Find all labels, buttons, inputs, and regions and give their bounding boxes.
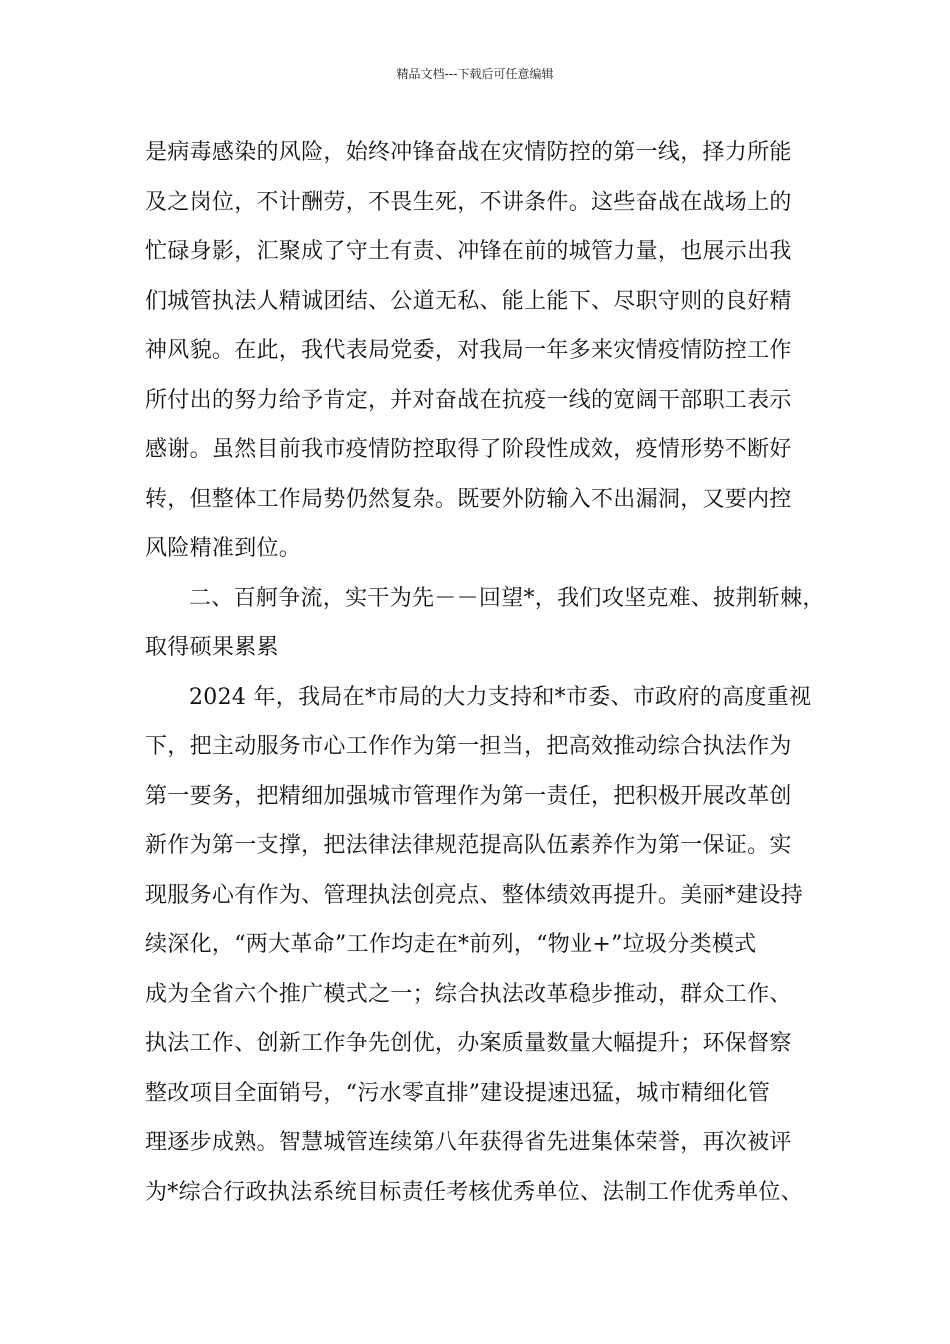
- text-line: 及之岗位，不计酬劳，不畏生死，不讲条件。这些奋战在战场上的: [145, 189, 792, 215]
- text-line: 神风貌。在此，我代表局党委，对我局一年多来灾情疫情防控工作: [145, 338, 792, 363]
- text-line: 忙碌身影，汇聚成了守土有责、冲锋在前的城管力量，也展示出我: [145, 239, 792, 264]
- text-line: 新作为第一支撑，把法律法律规范提高队伍素养作为第一保证。实: [145, 833, 792, 858]
- paragraph: [145, 673, 812, 1218]
- text-line: 是病毒感染的风险，始终冲锋奋战在灾情防控的第一线，择力所能: [145, 140, 792, 165]
- text-line: 所付出的努力给予肯定，并对奋战在抗疫一线的宽阔干部职工表示: [145, 387, 792, 413]
- text-line: 感谢。虽然目前我市疫情防控取得了阶段性成效，疫情形势不断好: [145, 437, 792, 462]
- text-line: 整改项目全面销号，“污水零直排”建设提速迅猛，城市精细化管: [145, 1080, 771, 1106]
- text-line: 成为全省六个推广模式之一；综合执法改革稳步推动，群众工作、: [145, 981, 792, 1007]
- text-line: 第一要务，把精细加强城市管理作为第一责任，把积极开展改革创: [145, 783, 792, 809]
- text-line: 转，但整体工作局势仍然复杂。既要外防输入不出漏洞，又要内控: [145, 486, 792, 512]
- text-line: 们城管执法人精诚团结、公道无私、能上能下、尽职守则的良好精: [145, 288, 792, 314]
- text-line: 风险精准到位。: [145, 536, 302, 561]
- paragraph-continuation: [145, 128, 809, 574]
- text-line: 续深化，“两大革命”工作均走在*前列，“物业+”垃圾分类模式: [145, 932, 757, 957]
- text-line: 执法工作、创新工作争先创优，办案质量数量大幅提升；环保督察: [145, 1031, 792, 1056]
- text-line: 取得硕果累累: [145, 635, 279, 660]
- text-line: 下，把主动服务市心工作作为第一担当，把高效推动综合执法作为: [145, 734, 792, 759]
- text-line: 二、百舸争流，实干为先－－回望*，我们攻坚克难、披荆斩棘，: [189, 585, 825, 611]
- section-heading: [145, 574, 825, 673]
- text-line: 为*综合行政执法系统目标责任考核优秀单位、法制工作优秀单位、: [145, 1179, 804, 1205]
- page-header: 精品文档---下载后可任意编辑: [396, 67, 554, 81]
- text-line: 现服务心有作为、管理执法创亮点、整体绩效再提升。美丽*建设持: [145, 882, 804, 908]
- text-line: 2024 年，我局在*市局的大力支持和*市委、市政府的高度重视: [189, 684, 812, 710]
- text-line: 理逐步成熟。智慧城管连续第八年获得省先进集体荣誉，再次被评: [145, 1130, 792, 1155]
- document-body: [145, 128, 825, 1217]
